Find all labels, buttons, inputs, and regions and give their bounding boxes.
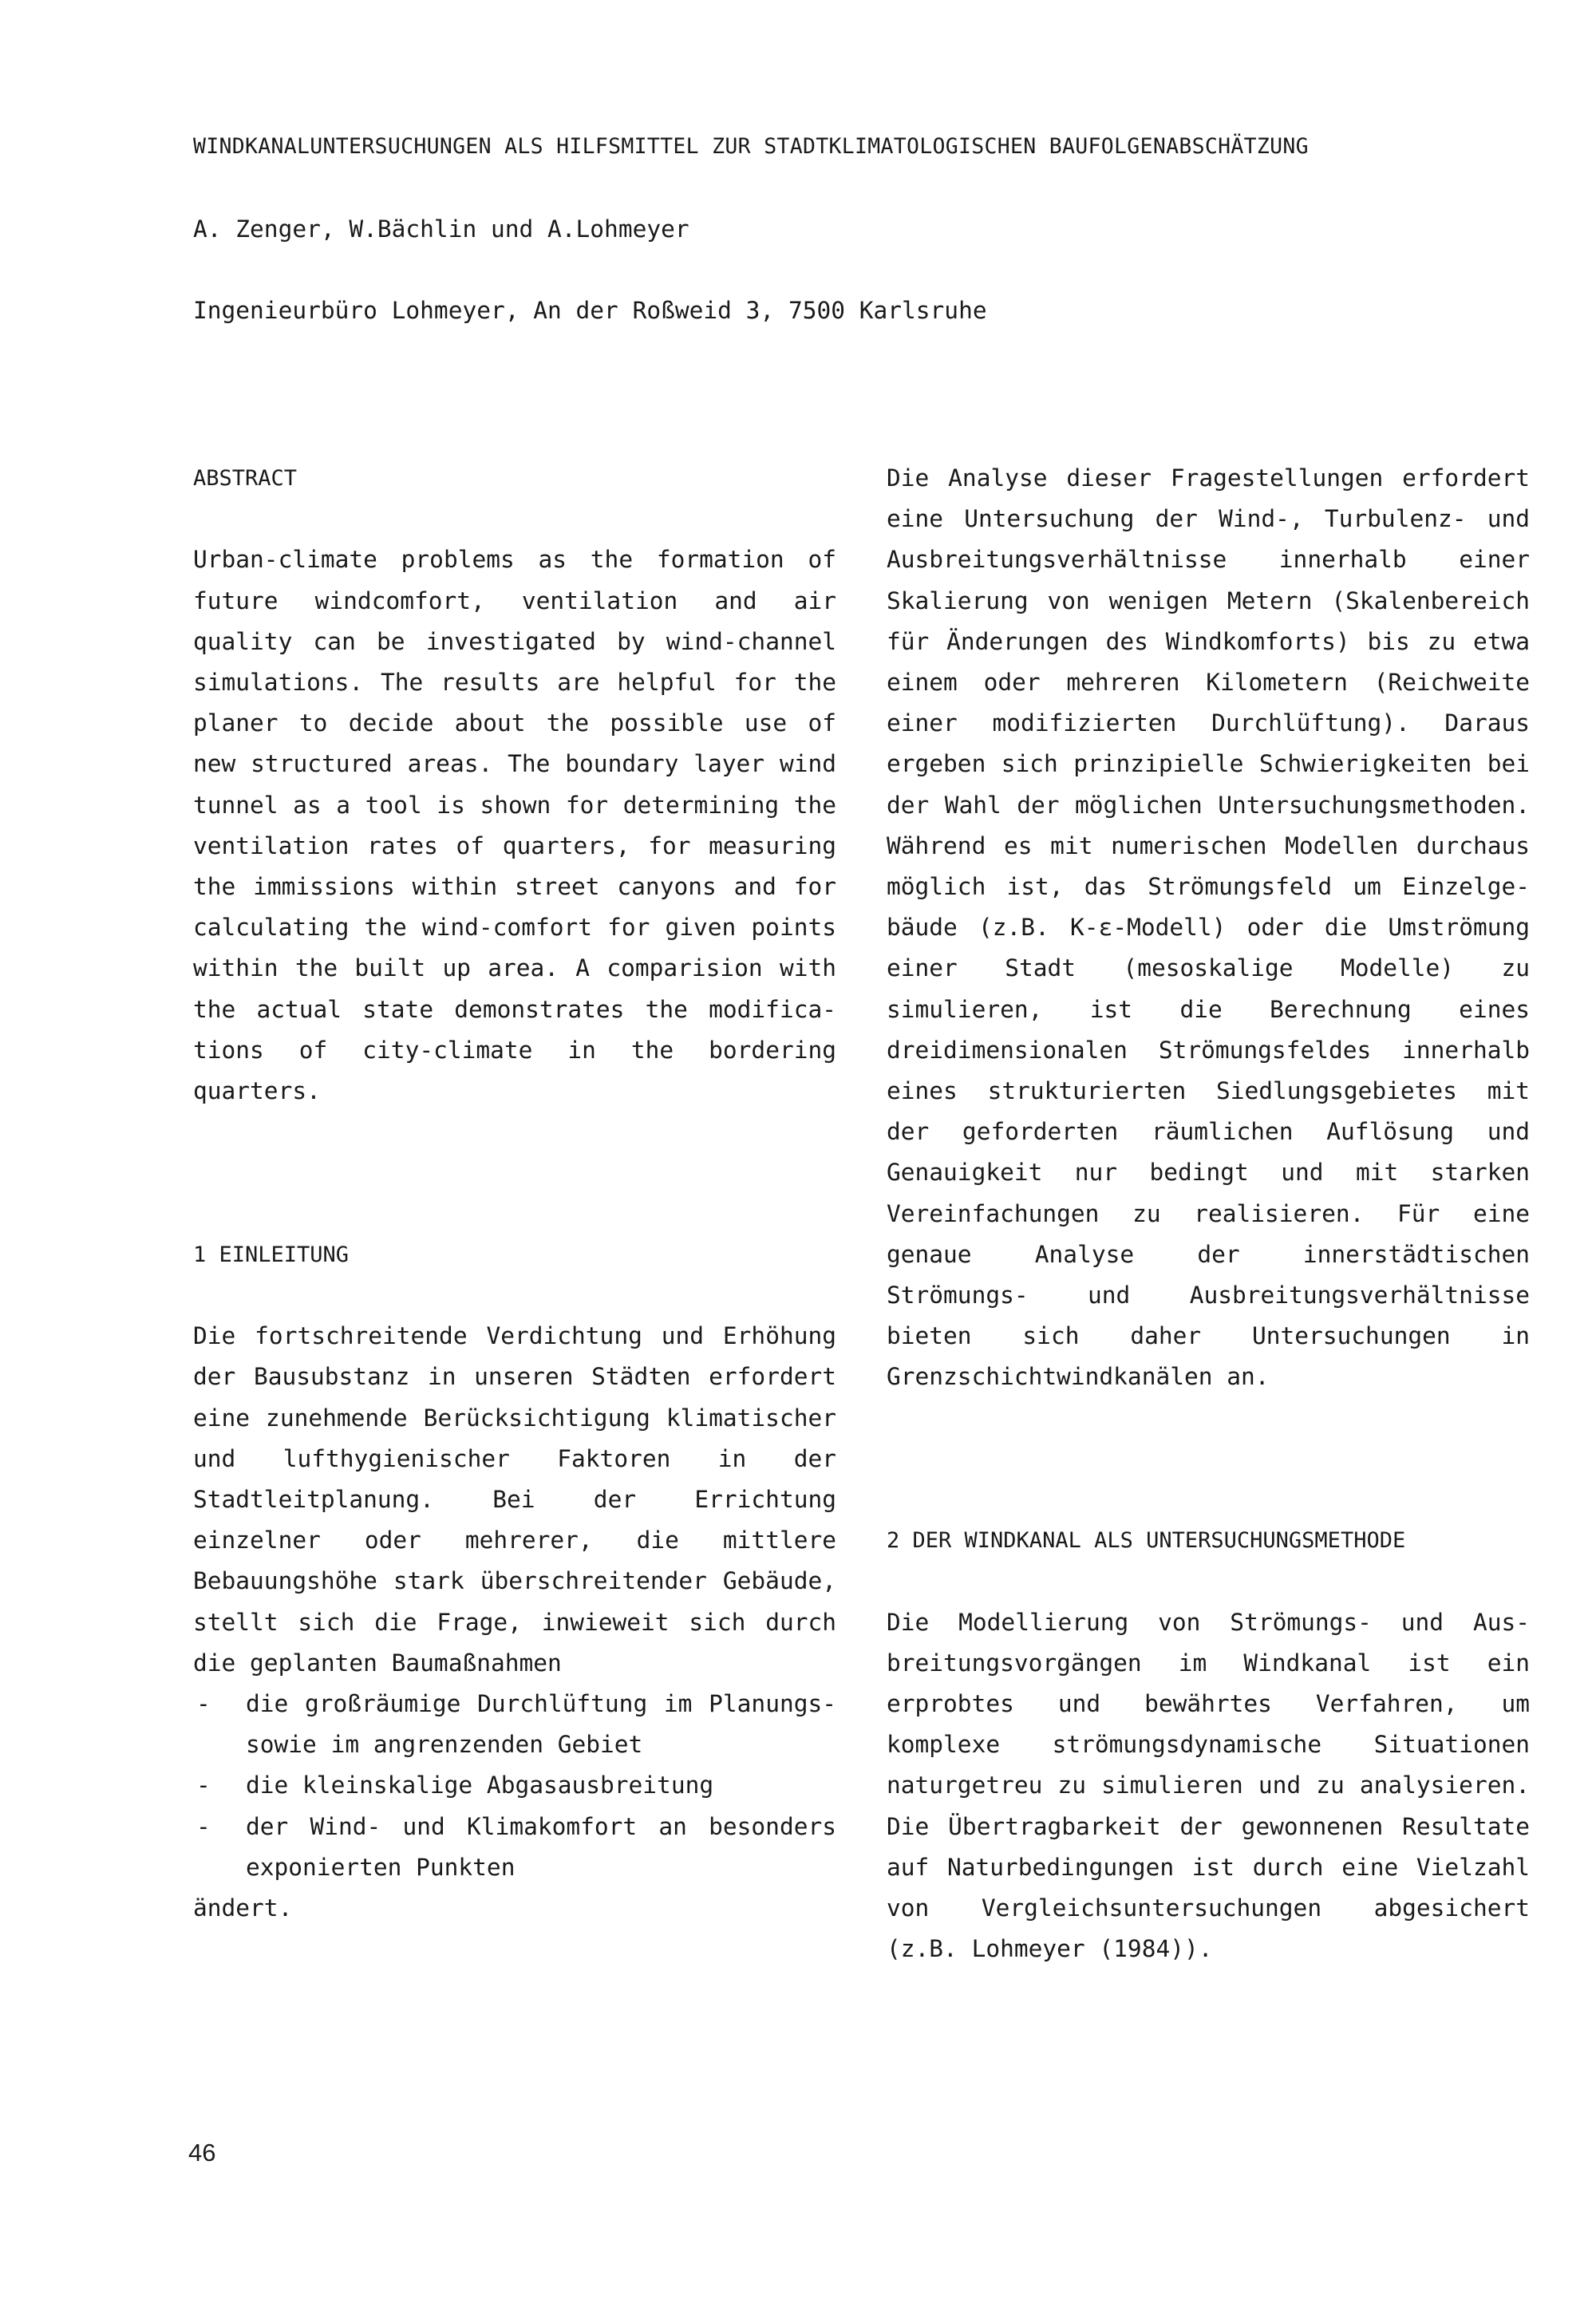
section-2-heading: 2 DER WINDKANAL ALS UNTERSUCHUNGSMETHODE — [887, 1528, 1406, 1554]
abstract-text: Urban-climate problems as the formation of future windcomfort, ventilation and air quality can be investigated by wind-channel simulations. The results are helpful for the planer to decide about the possible use of new structured areas. The boundary layer wind tunnel as a tool is shown for determining the ventilation rates of quarters, for measuring the immissions within street canyons and for calculating the wind-comfort for given points within the built up area. A comparision with the actual state demonstrates the modifications of city-climate in the bordering quarters. — [193, 546, 836, 1105]
section-1-heading: 1 EINLEITUNG — [193, 1242, 350, 1267]
page-number: 46 — [188, 2139, 216, 2167]
abstract-heading: ABSTRACT — [193, 466, 298, 491]
section-1-intro: Die fortschreitende Verdichtung und Erhöhung der Bausubstanz in unseren Städten erfordert eine zunehmende Berücksichtigung klimatischer und lufthygienischer Faktoren in der Stadtleitplanung. Bei der Errichtung einzelner oder mehrerer, die mittlere Bebauungshöhe stark überschreitender Gebäude, stellt sich die Frage, inwieweit sich durch die geplanten Baumaßnahmen — [193, 1322, 836, 1677]
paper-title: WINDKANALUNTERSUCHUNGEN ALS HILFSMITTEL ZUR STADTKLIMATOLOGISCHEN BAUFOLGENABSCHÄTZUNG — [193, 134, 1309, 159]
list-item: - die kleinskalige Abgasausbreitung — [193, 1765, 836, 1806]
right-column — [887, 458, 1530, 1969]
factor-list — [193, 1684, 836, 1888]
affiliation: Ingenieurbüro Lohmeyer, An der Roßweid 3, 7500 Karlsruhe — [193, 297, 987, 324]
list-item: - die großräumige Durchlüftung im Planungs- sowie im angrenzenden Gebiet — [193, 1684, 836, 1765]
section-1-closing: ändert. — [193, 1894, 293, 1922]
section-1-continuation: Die Analyse dieser Fragestellungen erfordert eine Untersuchung der Wind-, Turbulenz- und Ausbreitungsverhältnisse innerhalb einer Skalierung von wenigen Metern (Skalenbereich für Änderungen des Windkomforts) bis zu etwa einem oder mehreren Kilometern (Reichweite einer modifizierten Durchlüftung). Daraus ergeben sich prinzipielle Schwierigkeiten bei der Wahl der möglichen Untersuchungsmethoden. Während es mit numerischen Modellen durchaus möglich ist, das Strömungsfeld um Einzelgebäude (z.B. K-ε-Modell) oder die Umströmung einer Stadt (mesoskalige Modelle) zu simulieren, ist die Berechnung eines dreidimensionalen Strömungsfeldes innerhalb eines strukturierten Siedlungsgebietes mit der geforderten räumlichen Auflösung und Genauigkeit nur bedingt und mit starken Vereinfachungen zu realisieren. Für eine genaue Analyse der innerstädtischen Strömungs- und Ausbreitungsverhältnisse bieten sich daher Untersuchungen in Grenzschichtwindkanälen an. — [887, 464, 1530, 1391]
left-column — [193, 458, 836, 1929]
author-list: A. Zenger, W.Bächlin und A.Lohmeyer — [193, 215, 689, 243]
list-item: - der Wind- und Klimakomfort an besonders exponierten Punkten — [193, 1807, 836, 1888]
section-2-text: Die Modellierung von Strömungs- und Ausbreitungsvorgängen im Windkanal ist ein erprobtes und bewährtes Verfahren, um komplexe strömungsdynamische Situationen naturgetreu zu simulieren und zu analysieren. Die Übertragbarkeit der gewonnenen Resultate auf Naturbedingungen ist durch eine Vielzahl von Vergleichsuntersuchungen abgesichert (z.B. Lohmeyer (1984)). — [887, 1608, 1530, 1963]
